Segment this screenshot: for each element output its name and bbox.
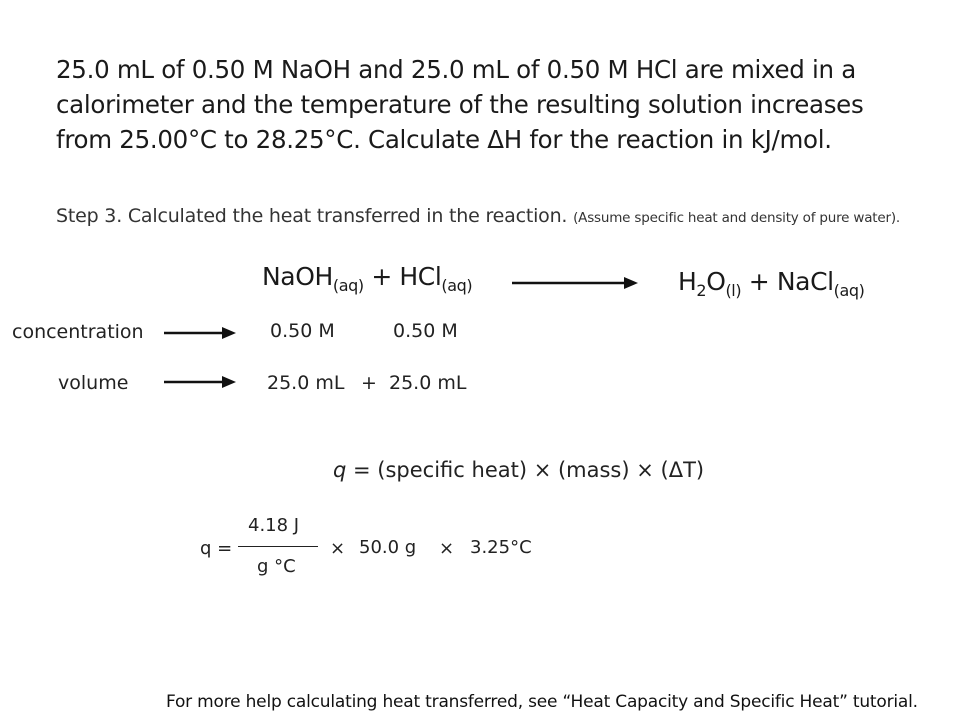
step-heading xyxy=(56,205,900,227)
naoh-volume: 25.0 mL xyxy=(267,372,345,394)
naoh-concentration: 0.50 M xyxy=(270,320,335,342)
specific-heat-denominator: g °C xyxy=(257,556,296,577)
formula-q: q xyxy=(333,458,347,482)
concentration-arrow xyxy=(164,326,236,340)
times-sign-1: × xyxy=(330,538,346,559)
problem-line-2: calorimeter and the temperature of the resulting solution increases xyxy=(56,90,864,119)
delta-t-value: 3.25°C xyxy=(470,537,532,558)
hcl-concentration: 0.50 M xyxy=(393,320,458,342)
volume-label: volume xyxy=(58,372,129,394)
step-text: Step 3. Calculated the heat transferred in the reaction. xyxy=(56,205,568,227)
reaction-products xyxy=(678,267,865,300)
problem-statement xyxy=(56,52,863,157)
hcl-formula: + HCl xyxy=(371,262,442,291)
reaction-reactants xyxy=(262,262,473,295)
water-h-sub: 2 xyxy=(696,281,707,300)
specific-heat-numerator: 4.18 J xyxy=(248,515,300,536)
formula-rest: = (specific heat) × (mass) × (ΔT) xyxy=(346,458,705,482)
water-h: H xyxy=(678,267,697,296)
times-sign-2: × xyxy=(439,538,455,559)
reaction-arrow xyxy=(512,276,638,290)
problem-line-1: 25.0 mL of 0.50 M NaOH and 25.0 mL of 0.50 M HCl are mixed in a xyxy=(56,55,856,84)
volume-arrow xyxy=(164,375,236,389)
naoh-state: (aq) xyxy=(332,276,364,295)
fraction-bar xyxy=(238,546,318,547)
water-o: O xyxy=(706,267,726,296)
concentration-label: concentration xyxy=(12,321,144,343)
volume-plus: + xyxy=(361,372,377,394)
nacl-state: (aq) xyxy=(833,281,865,300)
hcl-state: (aq) xyxy=(441,276,473,295)
footer-help-text: For more help calculating heat transferred, see “Heat Capacity and Specific Heat” tutorial. xyxy=(166,692,918,712)
nacl-formula: + NaCl xyxy=(748,267,834,296)
naoh-formula: NaOH xyxy=(262,262,333,291)
mass-value: 50.0 g xyxy=(359,537,417,558)
step-note: (Assume specific heat and density of pure water). xyxy=(573,210,900,226)
hcl-volume: 25.0 mL xyxy=(389,372,467,394)
calc-lhs: q = xyxy=(200,538,233,559)
water-state: (l) xyxy=(725,281,742,300)
problem-line-3: from 25.00°C to 28.25°C. Calculate ΔH for the reaction in kJ/mol. xyxy=(56,125,832,154)
heat-formula xyxy=(333,458,704,482)
